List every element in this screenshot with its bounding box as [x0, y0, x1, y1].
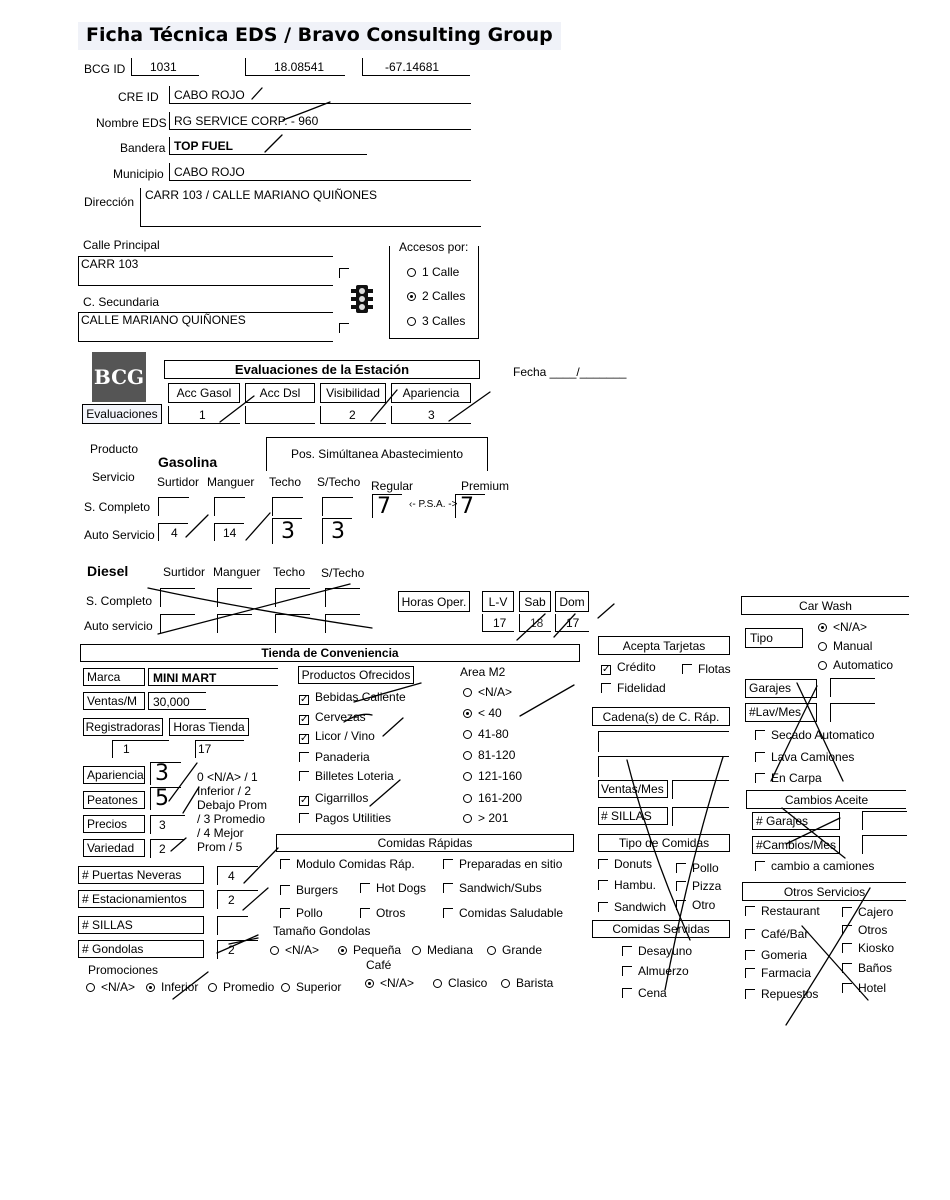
- car-wash-garajes-field[interactable]: [830, 678, 875, 697]
- s-completo-label: S. Completo: [84, 500, 151, 514]
- area-option-161-200[interactable]: 161-200: [463, 791, 522, 805]
- producto-label: Producto: [90, 442, 139, 456]
- horas-col-lv: L-V: [482, 591, 514, 612]
- promo-option-na[interactable]: <N/A>: [86, 980, 135, 994]
- accesos-option-3[interactable]: 3 Calles: [407, 314, 465, 328]
- promo-option-inferior[interactable]: Inferior: [146, 980, 198, 994]
- producto-pagos[interactable]: Pagos Utilities: [299, 811, 391, 825]
- apariencia-field[interactable]: 3: [150, 762, 181, 785]
- diesel-completo-surtidor[interactable]: [160, 588, 195, 607]
- horas-tienda-label: Horas Tienda: [169, 718, 249, 736]
- direccion-field[interactable]: CARR 103 / CALLE MARIANO QUIÑONES: [140, 188, 481, 227]
- gasolina-title: Gasolina: [158, 454, 218, 470]
- bcg-id-field[interactable]: 1031: [131, 58, 199, 76]
- cadena-field-1[interactable]: [598, 731, 729, 752]
- cafe-option-barista[interactable]: Barista: [501, 976, 553, 990]
- diesel-col-s-techo: S/Techo: [321, 566, 365, 580]
- horas-col-sab: Sab: [519, 591, 551, 612]
- apariencia-label: Apariencia: [83, 766, 145, 784]
- car-wash-garajes: Garajes: [745, 679, 817, 698]
- calle-secundaria-checkbox[interactable]: [339, 321, 355, 335]
- eval-col-acc-dsl: Acc Dsl: [245, 383, 315, 403]
- peatones-field[interactable]: 5: [150, 787, 181, 810]
- producto-cervezas[interactable]: ✓ Cervezas: [300, 710, 366, 725]
- eval-col-acc-gasol: Acc Gasol: [168, 383, 240, 403]
- producto-licor[interactable]: ✓ Licor / Vino: [300, 729, 375, 744]
- otros-gomeria[interactable]: Gomeria: [745, 948, 807, 962]
- car-wash-secado[interactable]: Secado Automatico: [755, 728, 874, 742]
- servida-almuerzo[interactable]: Almuerzo: [622, 964, 689, 978]
- estacionamientos-field[interactable]: 2: [217, 890, 258, 909]
- gas-col-s-techo: S/Techo: [317, 475, 361, 489]
- promo-option-superior[interactable]: Superior: [281, 980, 341, 994]
- comida-otro[interactable]: Otro: [676, 898, 715, 912]
- cre-id-field[interactable]: CABO ROJO: [169, 86, 471, 104]
- longitude-field[interactable]: -67.14681: [362, 58, 470, 76]
- productos-header: Productos Ofrecidos: [298, 666, 414, 684]
- scale-line-6: Prom / 5: [197, 840, 243, 854]
- comidas-rapidas-header: Comidas Rápidas: [276, 834, 574, 852]
- area-option-lt40[interactable]: < 40: [463, 706, 502, 720]
- psa-label: ‹- P.S.A. ->: [409, 499, 458, 510]
- gas-col-techo: Techo: [269, 475, 302, 489]
- pos-premium-value[interactable]: 7: [455, 494, 485, 518]
- diesel-col-manguer: Manguer: [213, 565, 261, 579]
- ventas-mes-field[interactable]: [672, 780, 729, 799]
- area-option-121-160[interactable]: 121-160: [463, 769, 522, 783]
- scale-line-1: 0 <N/A> / 1: [197, 770, 258, 784]
- producto-cigarrillos[interactable]: ✓ Cigarrillos: [300, 791, 369, 806]
- servida-cena[interactable]: Cena: [622, 986, 667, 1000]
- diesel-auto-manguer[interactable]: [217, 614, 252, 633]
- area-option-41-80[interactable]: 41-80: [463, 727, 509, 741]
- bandera-field[interactable]: TOP FUEL: [169, 137, 367, 155]
- diesel-auto-surtidor[interactable]: [160, 614, 195, 633]
- comida-hambu[interactable]: Hambu.: [598, 878, 656, 892]
- gas-completo-manguer[interactable]: [214, 497, 245, 516]
- comidas-sillas-label: # SILLAS: [598, 807, 668, 825]
- aceite-garajes-field[interactable]: [862, 811, 907, 830]
- otros-kiosko[interactable]: Kiosko: [842, 941, 894, 955]
- peatones-label: Peatones: [83, 791, 145, 809]
- gondolas-label: # Gondolas: [78, 940, 204, 958]
- producto-billetes[interactable]: Billetes Loteria: [299, 769, 394, 783]
- gas-col-surtidor: Surtidor: [157, 475, 200, 489]
- precios-label: Precios: [83, 815, 145, 833]
- aceite-cambios-field[interactable]: [862, 835, 907, 854]
- tipo-comidas-header: Tipo de Comidas: [598, 834, 730, 852]
- latitude-field[interactable]: 18.08541: [245, 58, 345, 76]
- regular-label: Regular: [371, 479, 414, 493]
- car-wash-tipo: Tipo: [745, 628, 803, 648]
- diesel-completo-techo[interactable]: [275, 588, 310, 607]
- acepta-tarjetas-header: Acepta Tarjetas: [598, 636, 730, 655]
- eval-acc-dsl-value[interactable]: [245, 406, 315, 424]
- eval-col-apariencia: Apariencia: [391, 383, 471, 403]
- pos-regular-value[interactable]: 7: [372, 494, 402, 518]
- accesos-label: Accesos por:: [399, 240, 469, 254]
- area-option-81-120[interactable]: 81-120: [463, 748, 515, 762]
- tienda-sillas-label: # SILLAS: [78, 916, 204, 934]
- comida-burgers[interactable]: Burgers: [280, 883, 338, 897]
- bcg-logo: BCG: [92, 352, 146, 402]
- tienda-header: Tienda de Conveniencia: [80, 644, 580, 662]
- comida-pizza[interactable]: Pizza: [676, 879, 721, 893]
- horas-tienda-field[interactable]: 17: [195, 740, 244, 758]
- cambios-aceite-header: Cambios Aceite: [746, 790, 906, 809]
- comida-rapida-pollo[interactable]: Pollo: [280, 906, 323, 920]
- ventas-mes-label: Ventas/Mes: [598, 780, 668, 798]
- servicio-label: Servicio: [92, 470, 135, 484]
- diesel-auto-label: Auto servicio: [84, 619, 153, 633]
- cre-id-label: CRE ID: [118, 90, 159, 104]
- cafe-option-na[interactable]: <N/A>: [365, 976, 414, 990]
- gas-col-manguer: Manguer: [207, 475, 255, 489]
- cadena-field-2[interactable]: [598, 756, 729, 777]
- car-wash-option-automatico[interactable]: Automatico: [818, 658, 893, 672]
- otros-restaurant[interactable]: Restaurant: [745, 904, 820, 918]
- producto-bebidas[interactable]: ✓ Bebidas Caliente: [300, 690, 406, 705]
- horas-col-dom: Dom: [555, 591, 589, 612]
- scale-line-5: / 4 Mejor: [197, 826, 244, 840]
- eval-visibilidad-value[interactable]: 2: [320, 406, 386, 424]
- aceite-camiones-checkbox[interactable]: cambio a camiones: [755, 859, 874, 873]
- horas-oper-label: Horas Oper.: [398, 591, 470, 612]
- gas-auto-manguer[interactable]: 14: [214, 523, 244, 541]
- comida-sandwich[interactable]: Sandwich: [598, 900, 666, 914]
- comida-modulo[interactable]: Modulo Comidas Ráp.: [280, 857, 415, 871]
- calle-principal-label: Calle Principal: [83, 238, 160, 252]
- bcg-id-label: BCG ID: [84, 62, 126, 76]
- area-m2-label: Area M2: [460, 665, 506, 679]
- comida-sandwich-subs[interactable]: Sandwich/Subs: [443, 881, 542, 895]
- registradoras-field[interactable]: 1: [112, 740, 169, 758]
- accesos-option-2[interactable]: 2 Calles: [407, 289, 465, 303]
- fidelidad-checkbox[interactable]: Fidelidad: [601, 681, 666, 695]
- gondolas-field[interactable]: 2: [217, 940, 258, 959]
- calle-principal-field[interactable]: CARR 103: [78, 256, 333, 286]
- municipio-field[interactable]: CABO ROJO: [169, 163, 471, 181]
- tamano-option-pequena[interactable]: Pequeña: [338, 943, 401, 957]
- tamano-gondolas-label: Tamaño Gondolas: [273, 924, 371, 938]
- tamano-option-grande[interactable]: Grande: [487, 943, 542, 957]
- flotas-checkbox[interactable]: Flotas: [682, 662, 731, 676]
- horas-dom-value[interactable]: 17: [555, 614, 589, 632]
- otros-repuestos[interactable]: Repuestos: [745, 987, 818, 1001]
- premium-label: Premium: [461, 479, 510, 493]
- car-wash-en-carpa[interactable]: En Carpa: [755, 771, 822, 785]
- horas-lv-value[interactable]: 17: [482, 614, 514, 632]
- comida-hot-dogs[interactable]: Hot Dogs: [360, 881, 426, 895]
- scale-line-4: / 3 Promedio: [197, 812, 266, 826]
- diesel-completo-s-techo[interactable]: [325, 588, 360, 607]
- municipio-label: Municipio: [113, 167, 164, 181]
- puertas-field[interactable]: 4: [217, 866, 258, 885]
- car-wash-lav-mes: #Lav/Mes: [745, 703, 817, 722]
- scale-line-3: Debajo Prom: [197, 798, 268, 812]
- variedad-label: Variedad: [83, 839, 145, 857]
- car-wash-lava-camiones[interactable]: Lava Camiones: [755, 750, 854, 764]
- comida-rapida-otros[interactable]: Otros: [360, 906, 405, 920]
- registradoras-label: Registradoras: [83, 718, 163, 736]
- otros-hotel[interactable]: Hotel: [842, 981, 886, 995]
- calle-secundaria-field[interactable]: CALLE MARIANO QUIÑONES: [78, 312, 333, 342]
- traffic-light-icon: [351, 285, 373, 316]
- cafe-option-clasico[interactable]: Clasico: [433, 976, 487, 990]
- nombre-eds-label: Nombre EDS: [96, 116, 167, 130]
- variedad-field[interactable]: 2: [150, 839, 185, 858]
- comida-pollo[interactable]: Pollo: [676, 861, 719, 875]
- otros-banos[interactable]: Baños: [842, 961, 892, 975]
- cadena-header: Cadena(s) de C. Ráp.: [592, 707, 730, 726]
- precios-field[interactable]: 3: [150, 815, 185, 834]
- eval-col-visibilidad: Visibilidad: [320, 383, 386, 403]
- car-wash-title: Car Wash: [741, 596, 909, 615]
- gas-auto-surtidor[interactable]: 4: [158, 523, 188, 541]
- calle-secundaria-label: C. Secundaria: [83, 295, 160, 309]
- otros-cajero[interactable]: Cajero: [842, 905, 893, 919]
- scale-line-2: Inferior / 2: [197, 784, 252, 798]
- otros-otros[interactable]: Otros: [842, 923, 887, 937]
- eval-acc-gasol-value[interactable]: 1: [168, 406, 240, 424]
- aceite-cambios-label: #Cambios/Mes: [752, 836, 840, 854]
- diesel-completo-manguer[interactable]: [217, 588, 252, 607]
- comidas-sillas-field[interactable]: [672, 807, 729, 826]
- evaluaciones-button[interactable]: Evaluaciones: [82, 404, 162, 424]
- servida-desayuno[interactable]: Desayuno: [622, 944, 692, 958]
- diesel-col-surtidor: Surtidor: [163, 565, 206, 579]
- otros-farmacia[interactable]: Farmacia: [745, 966, 811, 980]
- diesel-completo-label: S. Completo: [86, 594, 153, 608]
- comida-donuts[interactable]: Donuts: [598, 857, 652, 871]
- car-wash-option-na[interactable]: <N/A>: [818, 620, 867, 634]
- puertas-label: # Puertas Neveras: [78, 866, 204, 884]
- gas-auto-techo[interactable]: 3: [272, 518, 302, 544]
- aceite-garajes-label: # Garajes: [752, 812, 840, 830]
- comidas-servidas-header: Comidas Servidas: [592, 920, 730, 938]
- calle-principal-checkbox[interactable]: [339, 266, 355, 280]
- diesel-auto-techo[interactable]: [275, 614, 310, 633]
- tamano-option-na[interactable]: <N/A>: [270, 943, 319, 957]
- area-option-na[interactable]: <N/A>: [463, 685, 512, 699]
- promo-option-promedio[interactable]: Promedio: [208, 980, 274, 994]
- horas-sab-value[interactable]: 18: [519, 614, 551, 632]
- comida-preparadas[interactable]: Preparadas en sitio: [443, 857, 562, 871]
- credito-checkbox[interactable]: ✓ Crédito: [602, 660, 656, 675]
- gas-completo-surtidor[interactable]: [158, 497, 189, 516]
- gas-completo-s-techo[interactable]: [322, 497, 353, 516]
- diesel-col-techo: Techo: [273, 565, 306, 579]
- diesel-auto-s-techo[interactable]: [325, 614, 360, 633]
- promociones-label: Promociones: [88, 963, 159, 977]
- evaluaciones-header: Evaluaciones de la Estación: [164, 360, 480, 379]
- diesel-title: Diesel: [87, 563, 129, 579]
- ventas-label: Ventas/M: [83, 692, 145, 710]
- accesos-option-1[interactable]: 1 Calle: [407, 265, 459, 279]
- nombre-eds-field[interactable]: RG SERVICE CORP. - 960: [169, 112, 471, 130]
- otros-servicios-header: Otros Servicios: [742, 882, 906, 901]
- direccion-label: Dirección: [84, 195, 135, 209]
- marca-field[interactable]: MINI MART: [148, 668, 278, 686]
- fecha-label: Fecha ____/_______: [513, 365, 627, 379]
- eval-apariencia-value[interactable]: 3: [391, 406, 471, 424]
- pos-simultanea-label: Pos. Simúltanea Abastecimiento: [266, 437, 488, 471]
- tamano-option-mediana[interactable]: Mediana: [412, 943, 473, 957]
- bandera-label: Bandera: [120, 141, 166, 155]
- estacionamientos-label: # Estacionamientos: [78, 890, 204, 908]
- car-wash-option-manual[interactable]: Manual: [818, 639, 872, 653]
- area-option-gt201[interactable]: > 201: [463, 811, 508, 825]
- ventas-field[interactable]: 30,000: [148, 692, 206, 710]
- auto-servicio-label: Auto Servicio: [84, 528, 155, 542]
- comida-saludable[interactable]: Comidas Saludable: [443, 906, 563, 920]
- producto-panaderia[interactable]: Panaderia: [299, 750, 370, 764]
- car-wash-lav-mes-field[interactable]: [830, 703, 875, 722]
- tienda-sillas-field[interactable]: [217, 916, 248, 935]
- gas-completo-techo[interactable]: [272, 497, 303, 516]
- gas-auto-s-techo[interactable]: 3: [322, 518, 352, 544]
- page-title: Ficha Técnica EDS / Bravo Consulting Group: [78, 22, 561, 50]
- cafe-label: Café: [366, 958, 392, 972]
- otros-cafe-bar[interactable]: Café/Bar: [745, 927, 808, 941]
- marca-label: Marca: [83, 668, 145, 686]
